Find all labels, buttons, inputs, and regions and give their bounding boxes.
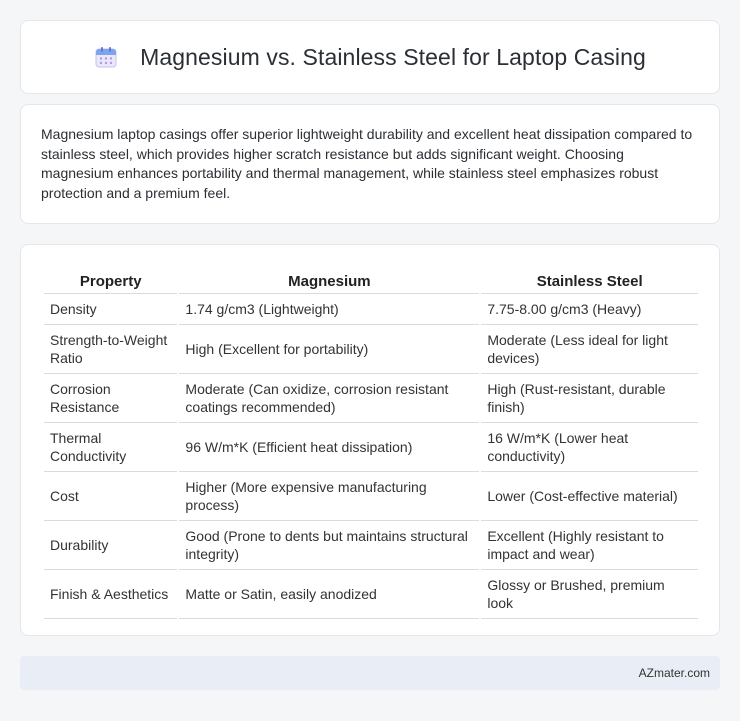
title-wrap	[94, 44, 646, 71]
footer-brand: AZmater.com	[638, 666, 710, 680]
magnesium-cell: Good (Prone to dents but maintains structural integrity)	[179, 521, 479, 570]
property-cell: Finish & Aesthetics	[44, 570, 177, 619]
column-header-magnesium: Magnesium	[179, 265, 479, 294]
property-cell: Corrosion Resistance	[44, 374, 177, 423]
magnesium-cell: Matte or Satin, easily anodized	[179, 570, 479, 619]
intro-card	[20, 104, 720, 224]
table-row	[44, 374, 698, 423]
magnesium-cell: 1.74 g/cm3 (Lightweight)	[179, 294, 479, 325]
calendar-icon	[94, 45, 118, 69]
table-header-row	[44, 265, 698, 294]
property-cell: Cost	[44, 472, 177, 521]
stainless-steel-cell: Glossy or Brushed, premium look	[481, 570, 698, 619]
page-title: Magnesium vs. Stainless Steel for Laptop Casing	[140, 43, 646, 70]
column-header-property: Property	[44, 265, 177, 294]
stainless-steel-cell: 16 W/m*K (Lower heat conductivity)	[481, 423, 698, 472]
property-cell: Strength-to-Weight Ratio	[44, 325, 177, 374]
header-card	[20, 20, 720, 94]
property-cell: Thermal Conductivity	[44, 423, 177, 472]
property-cell: Density	[44, 294, 177, 325]
comparison-card	[20, 244, 720, 636]
table-row	[44, 570, 698, 619]
stainless-steel-cell: Moderate (Less ideal for light devices)	[481, 325, 698, 374]
stainless-steel-cell: 7.75-8.00 g/cm3 (Heavy)	[481, 294, 698, 325]
magnesium-cell: High (Excellent for portability)	[179, 325, 479, 374]
magnesium-cell: Moderate (Can oxidize, corrosion resistant coatings recommended)	[179, 374, 479, 423]
table-row	[44, 521, 698, 570]
footer-bar	[20, 656, 720, 690]
table-row	[44, 294, 698, 325]
stainless-steel-cell: Excellent (Highly resistant to impact and wear)	[481, 521, 698, 570]
table-row	[44, 472, 698, 521]
intro-paragraph: Magnesium laptop casings offer superior lightweight durability and excellent heat dissipation compared to stainless steel, which provides higher scratch resistance but adds significant weight. Choosing magnesium enhances portability and thermal management, while stainless steel emphasizes robust protection and a premium feel.	[41, 126, 693, 201]
column-header-stainless-steel: Stainless Steel	[481, 265, 698, 294]
table-row	[44, 423, 698, 472]
property-cell: Durability	[44, 521, 177, 570]
magnesium-cell: 96 W/m*K (Efficient heat dissipation)	[179, 423, 479, 472]
stainless-steel-cell: High (Rust-resistant, durable finish)	[481, 374, 698, 423]
stainless-steel-cell: Lower (Cost-effective material)	[481, 472, 698, 521]
comparison-table	[42, 265, 700, 619]
magnesium-cell: Higher (More expensive manufacturing process)	[179, 472, 479, 521]
table-row	[44, 325, 698, 374]
